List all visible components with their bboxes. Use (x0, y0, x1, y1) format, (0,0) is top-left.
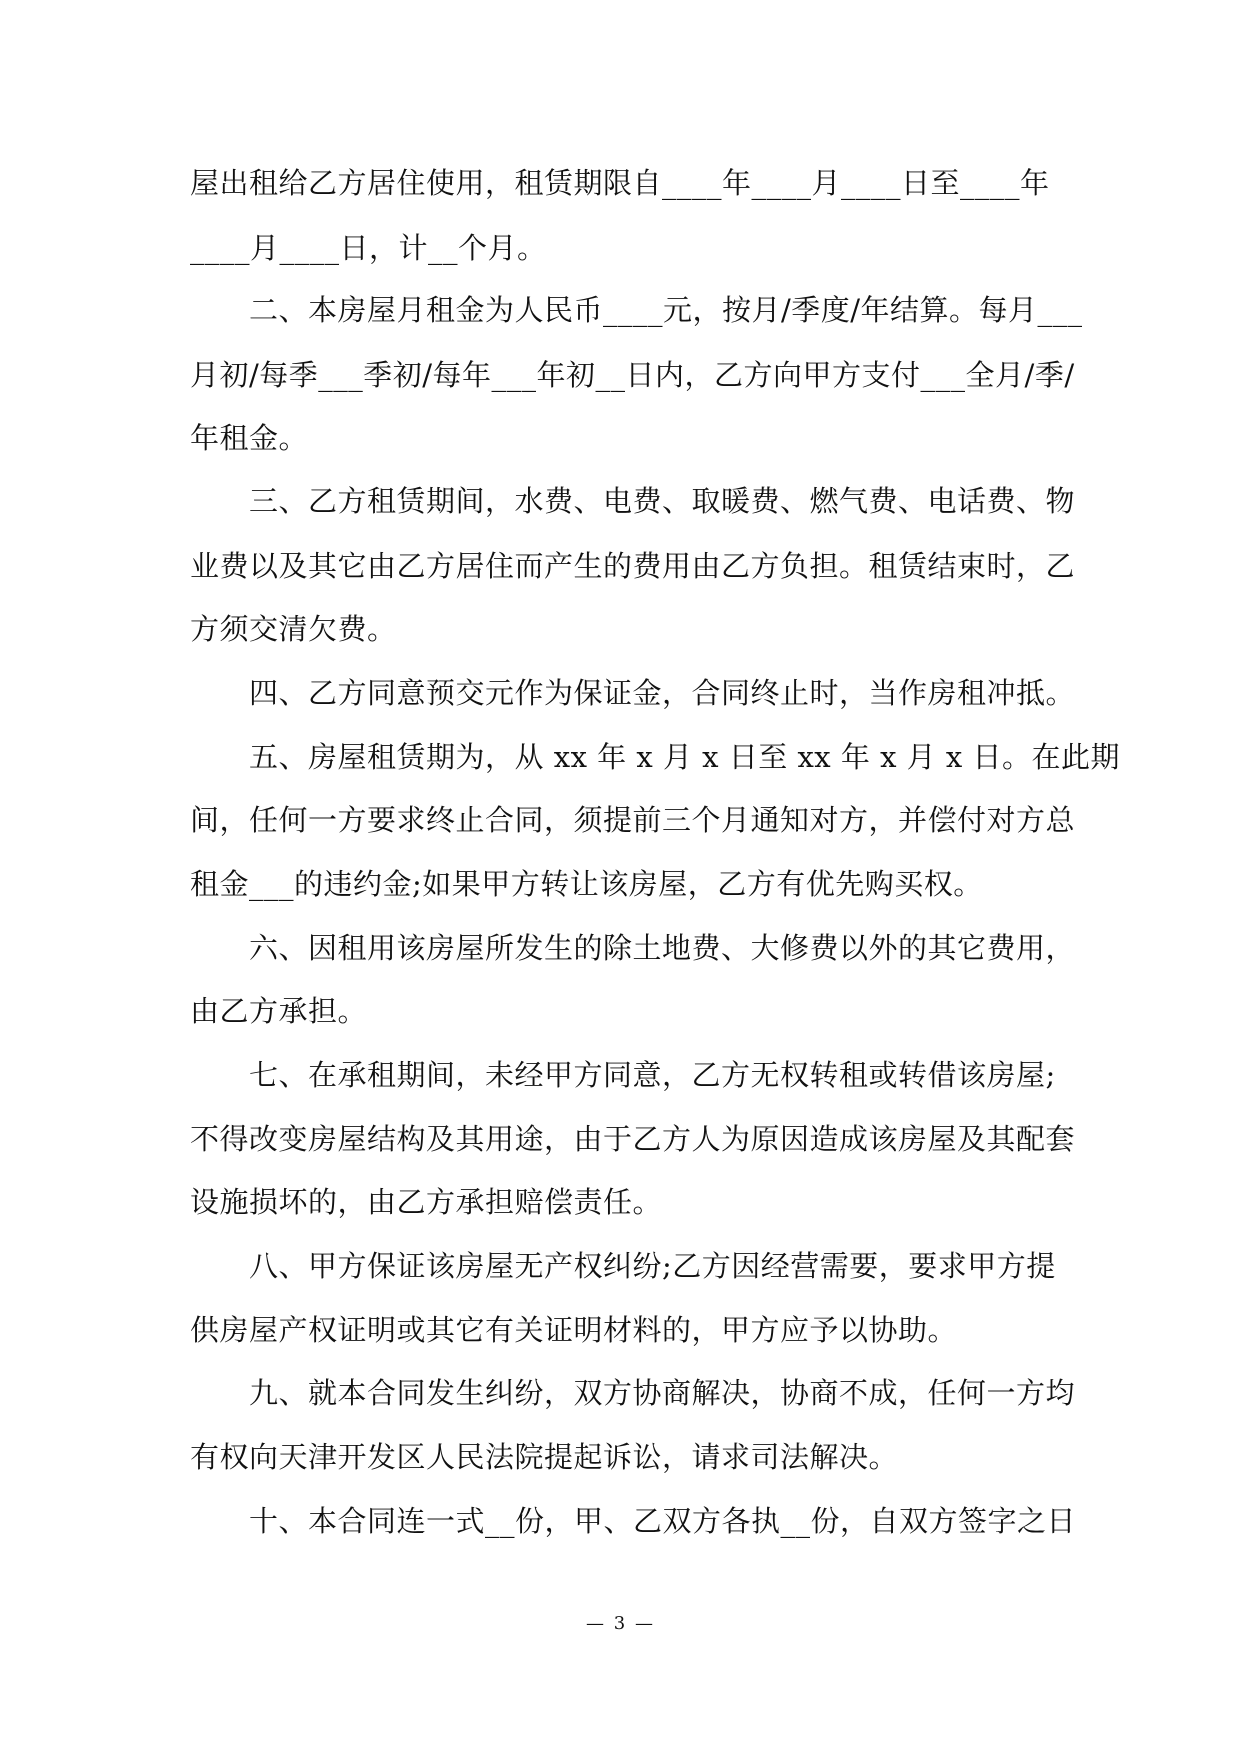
text-line-20: 九、就本合同发生纠纷，双方协商解决，协商不成，任何一方均 (190, 1376, 1076, 1410)
text-line-12: 租金___的违约金;如果甲方转让该房屋，乙方有优先购买权。 (190, 867, 983, 901)
text-line-22: 十、本合同连一式__份，甲、乙双方各执__份，自双方签字之日 (190, 1504, 1077, 1538)
text-line-13: 六、因租用该房屋所发生的除土地费、大修费以外的其它费用， (190, 931, 1076, 965)
text-line-16: 不得改变房屋结构及其用途，由于乙方人为原因造成该房屋及其配套 (190, 1122, 1076, 1156)
text-line-19: 供房屋产权证明或其它有关证明材料的，甲方应予以协助。 (190, 1313, 958, 1347)
text-line-9: 四、乙方同意预交元作为保证金，合同终止时，当作房租冲抵。 (190, 676, 1076, 710)
text-line-4: 月初/每季___季初/每年___年初__日内，乙方向甲方支付___全月/季/ (190, 358, 1075, 392)
text-line-15: 七、在承租期间，未经甲方同意，乙方无权转租或转借该房屋; (190, 1058, 1056, 1092)
text-line-10: 五、房屋租赁期为，从 xx 年 x 月 x 日至 xx 年 x 月 x 日。在此期 (190, 740, 1120, 774)
text-line-3: 二、本房屋月租金为人民币____元，按月/季度/年结算。每月___ (190, 293, 1083, 327)
text-line-2: ____月____日，计__个月。 (190, 231, 547, 265)
page-number: — 3 — (586, 1613, 655, 1634)
text-line-17: 设施损坏的，由乙方承担赔偿责任。 (190, 1185, 663, 1219)
text-line-21: 有权向天津开发区人民法院提起诉讼，请求司法解决。 (190, 1440, 899, 1474)
text-line-5: 年租金。 (190, 421, 309, 455)
text-line-11: 间，任何一方要求终止合同，须提前三个月通知对方，并偿付对方总 (190, 803, 1076, 837)
text-line-14: 由乙方承担。 (190, 994, 368, 1028)
text-line-6: 三、乙方租赁期间，水费、电费、取暖费、燃气费、电话费、物 (190, 484, 1076, 518)
text-line-1: 屋出租给乙方居住使用，租赁期限自____年____月____日至____年 (190, 166, 1050, 200)
text-line-8: 方须交清欠费。 (190, 612, 397, 646)
text-line-7: 业费以及其它由乙方居住而产生的费用由乙方负担。租赁结束时，乙 (190, 549, 1076, 583)
text-line-18: 八、甲方保证该房屋无产权纠纷;乙方因经营需要，要求甲方提 (190, 1249, 1056, 1283)
